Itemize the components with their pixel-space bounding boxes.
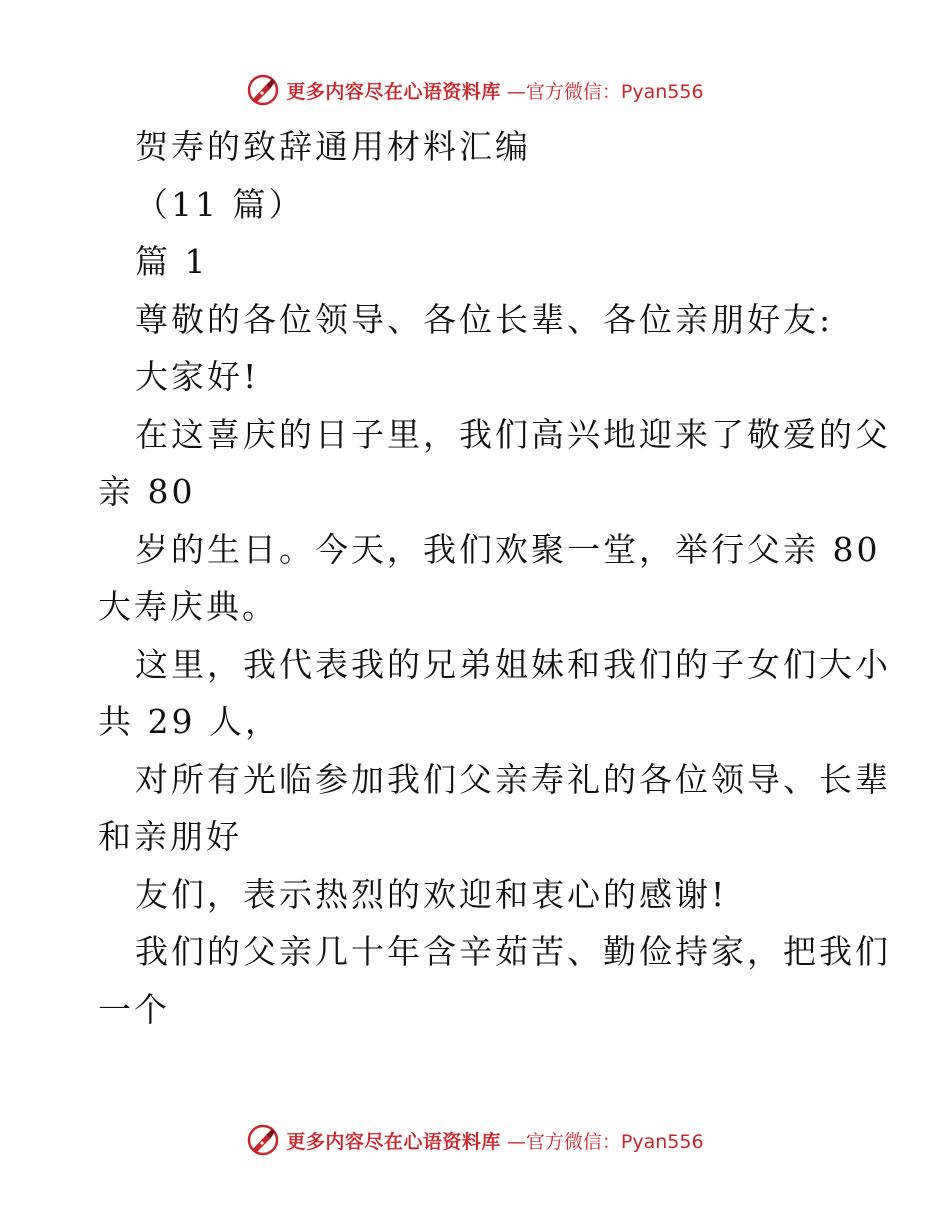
- header-banner: [0, 70, 950, 110]
- document-title: 贺寿的致辞通用材料汇编: [135, 127, 531, 166]
- paragraph-line: 我们的父亲几十年含辛茹苦、勤俭持家，把我们: [135, 932, 891, 971]
- footer-banner: [0, 1120, 950, 1160]
- paragraph-line: 这里，我代表我的兄弟姐妹和我们的子女们大小: [135, 644, 891, 684]
- pen-nib-logo-icon: [246, 73, 280, 107]
- paragraph-line: 亲 80: [98, 472, 196, 511]
- paragraph-line: 共 29 人，: [98, 702, 281, 741]
- paragraph-line: 和亲朋好: [98, 817, 242, 856]
- paragraph-line: 岁的生日。今天，我们欢聚一堂，举行父亲 80: [135, 529, 881, 569]
- salutation: 尊敬的各位领导、各位长辈、各位亲朋好友:: [135, 299, 834, 339]
- document-body: [98, 118, 891, 1038]
- section-heading: 篇 1: [135, 242, 209, 281]
- paragraph-line: 一个: [98, 989, 170, 1029]
- greeting: 大家好!: [135, 357, 260, 396]
- banner-contact-text: —官方微信：Pyan556: [506, 80, 704, 103]
- paragraph-line: 友们，表示热烈的欢迎和衷心的感谢!: [135, 874, 728, 914]
- banner-brand-text: 更多内容尽在心语资料库: [286, 80, 501, 103]
- banner-brand-text: 更多内容尽在心语资料库: [286, 1130, 501, 1153]
- paragraph-line: 大寿庆典。: [98, 587, 278, 626]
- pen-nib-logo-icon: [246, 1123, 280, 1157]
- banner-contact-text: —官方微信：Pyan556: [506, 1130, 704, 1153]
- paragraph-line: 在这喜庆的日子里，我们高兴地迎来了敬爱的父: [135, 414, 891, 454]
- paragraph-line: 对所有光临参加我们父亲寿礼的各位领导、长辈: [135, 759, 891, 799]
- document-subtitle: （11 篇）: [135, 184, 305, 224]
